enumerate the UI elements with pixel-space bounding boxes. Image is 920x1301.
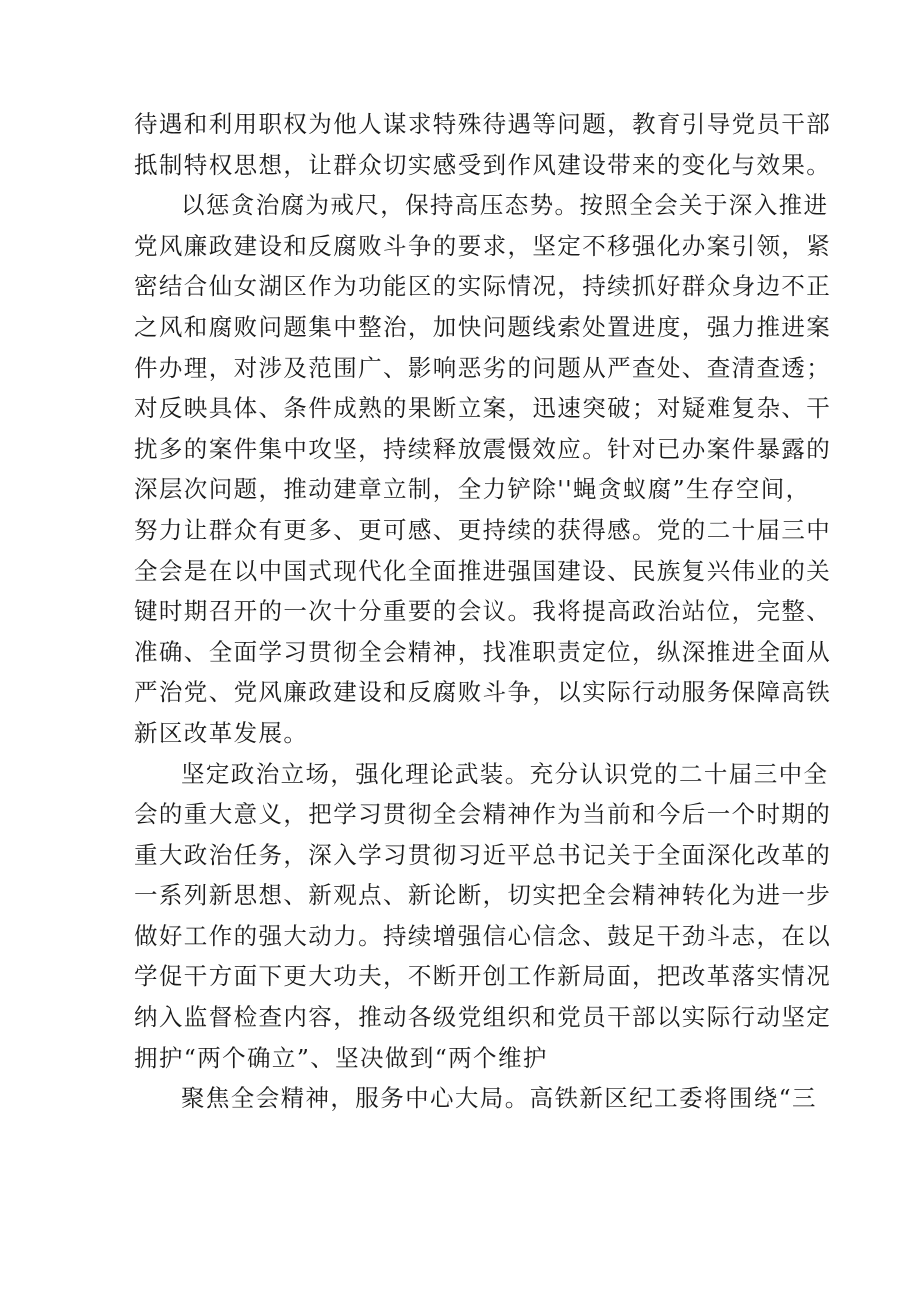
- text-line: 抵制特权思想，让群众切实感受到作风建设带来的变化与效果。: [134, 150, 832, 179]
- text-line: 努力让群众有更多、更可感、更持续的获得感。党的二十届三中: [134, 515, 832, 544]
- text-line: 党风廉政建设和反腐败斗争的要求，坚定不移强化办案引领，紧: [134, 231, 832, 260]
- text-line: 准确、全面学习贯彻全会精神，找准职责定位，纵深推进全面从: [134, 637, 832, 666]
- text-line: 新区改革发展。: [134, 718, 309, 747]
- text-line: 拥护“两个确立”、坚决做到“两个维护: [134, 1043, 548, 1072]
- text-line: 会的重大意义，把学习贯彻全会精神作为当前和今后一个时期的: [134, 800, 832, 829]
- text-line: 重大政治任务，深入学习贯彻习近平总书记关于全面深化改革的: [134, 840, 832, 869]
- text-line: 扰多的案件集中攻坚，持续释放震慑效应。针对已办案件暴露的: [134, 434, 832, 463]
- document-body: [134, 104, 832, 1119]
- text-line: 深层次问题，推动建章立制，全力铲除''蝇贪蚁腐”生存空间，: [134, 475, 811, 504]
- text-line: 聚焦全会精神，服务中心大局。高铁新区纪工委将围绕“三: [181, 1084, 817, 1113]
- text-line: 做好工作的强大动力。持续增强信心信念、鼓足干劲斗志，在以: [134, 921, 832, 950]
- text-line: 学促干方面下更大功夫，不断开创工作新局面，把改革落实情况: [134, 962, 832, 991]
- text-line: 一系列新思想、新观点、新论断，切实把全会精神转化为进一步: [134, 881, 832, 910]
- text-line: 严治党、党风廉政建设和反腐败斗争，以实际行动服务保障高铁: [134, 678, 832, 707]
- text-line: 待遇和利用职权为他人谋求特殊待遇等问题，教育引导党员干部: [134, 110, 832, 138]
- text-line: 纳入监督检查内容，推动各级党组织和党员干部以实际行动坚定: [134, 1003, 832, 1032]
- text-lines: [134, 104, 832, 1119]
- text-line: 对反映具体、条件成熟的果断立案，迅速突破；对疑难复杂、干: [134, 394, 832, 423]
- text-line: 全会是在以中国式现代化全面推进强国建设、民族复兴伟业的关: [134, 556, 832, 585]
- text-line: 之风和腐败问题集中整治，加快问题线索处置进度，强力推进案: [134, 312, 832, 341]
- text-line: 件办理，对涉及范围广、影响恶劣的问题从严查处、查清查透；: [134, 353, 832, 382]
- text-line: 坚定政治立场，强化理论武装。充分认识党的二十届三中全: [181, 759, 829, 788]
- text-line: 以惩贪治腐为戒尺，保持高压态势。按照全会关于深入推进: [181, 191, 829, 220]
- text-line: 键时期召开的一次十分重要的会议。我将提高政治站位，完整、: [134, 597, 832, 626]
- text-line: 密结合仙女湖区作为功能区的实际情况，持续抓好群众身边不正: [134, 272, 832, 301]
